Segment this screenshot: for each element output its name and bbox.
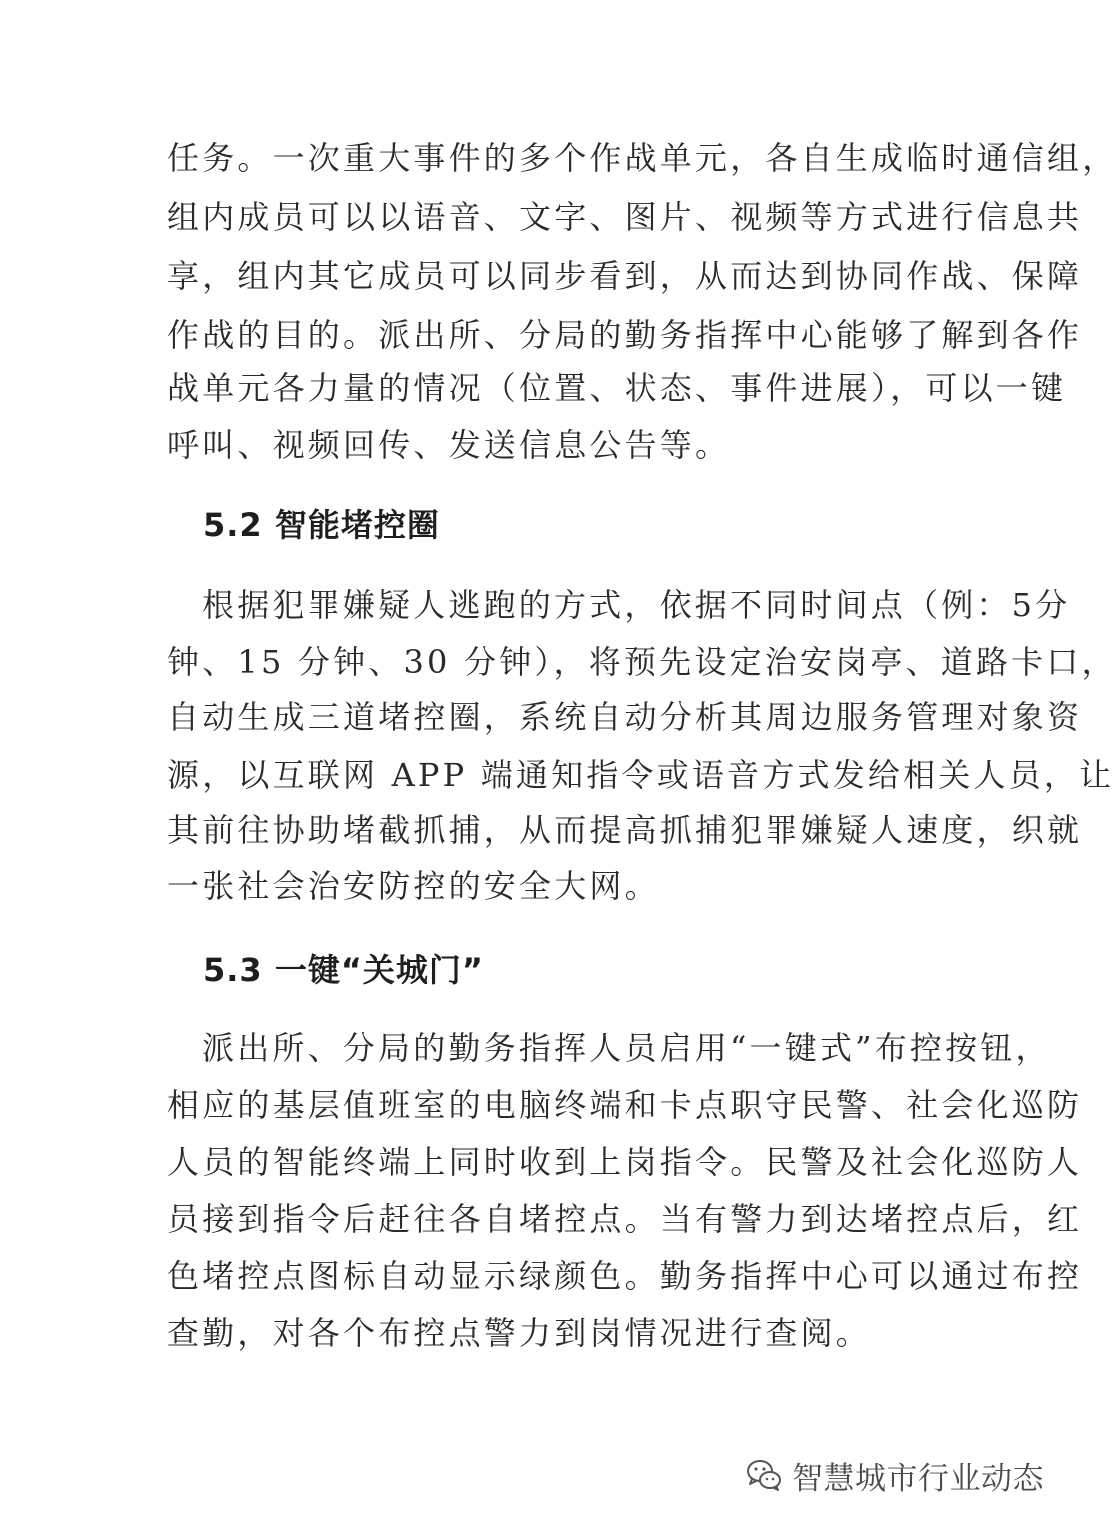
paragraph-3-line-2: 相应的基层值班室的电脑终端和卡点职守民警、社会化巡防 [167,1086,1083,1124]
paragraph-2-line-4: 源，以互联网 APP 端通知指令或语音方式发给相关人员，让 [167,756,1115,794]
paragraph-2-line-1: 根据犯罪嫌疑人逃跑的方式，依据不同时间点（例：5分 [202,586,1071,624]
paragraph-3-line-5: 色堵控点图标自动显示绿颜色。勤务指挥中心可以通过布控 [167,1257,1083,1295]
paragraph-2-line-5: 其前往协助堵截抓捕，从而提高抓捕犯罪嫌疑人速度，织就 [167,811,1083,849]
paragraph-1-line-1: 任务。一次重大事件的多个作战单元，各自生成临时通信组， [167,139,1117,177]
wechat-icon [744,1455,784,1495]
paragraph-3-line-4: 员接到指令后赶往各自堵控点。当有警力到达堵控点后，红 [167,1200,1083,1238]
section-heading-5-2: 5.2 智能堵控圈 [203,506,440,544]
watermark-text: 智慧城市行业动态 [792,1460,1044,1497]
paragraph-1-line-6: 呼叫、视频回传、发送信息公告等。 [167,426,731,464]
paragraph-3-line-1: 派出所、分局的勤务指挥人员启用“一键式”布控按钮， [202,1029,1051,1067]
paragraph-3-line-6: 查勤，对各个布控点警力到岗情况进行查阅。 [167,1314,872,1352]
paragraph-1-line-2: 组内成员可以以语音、文字、图片、视频等方式进行信息共 [167,198,1083,236]
paragraph-1-line-5: 战单元各力量的情况（位置、状态、事件进展），可以一键 [167,369,1067,407]
paragraph-3-line-3: 人员的智能终端上同时收到上岗指令。民警及社会化巡防人 [167,1143,1083,1181]
paragraph-1-line-4: 作战的目的。派出所、分局的勤务指挥中心能够了解到各作 [167,316,1083,354]
paragraph-2-line-2: 钟、15 分钟、30 分钟），将预先设定治安岗亭、道路卡口， [167,643,1117,681]
paragraph-2-line-6: 一张社会治安防控的安全大网。 [167,867,660,905]
paragraph-2-line-3: 自动生成三道堵控圈，系统自动分析其周边服务管理对象资 [167,698,1083,736]
paragraph-1-line-3: 享，组内其它成员可以同步看到，从而达到协同作战、保障 [167,257,1083,295]
watermark [744,1453,1044,1497]
section-heading-5-3: 5.3 一键“关城门” [203,951,484,989]
